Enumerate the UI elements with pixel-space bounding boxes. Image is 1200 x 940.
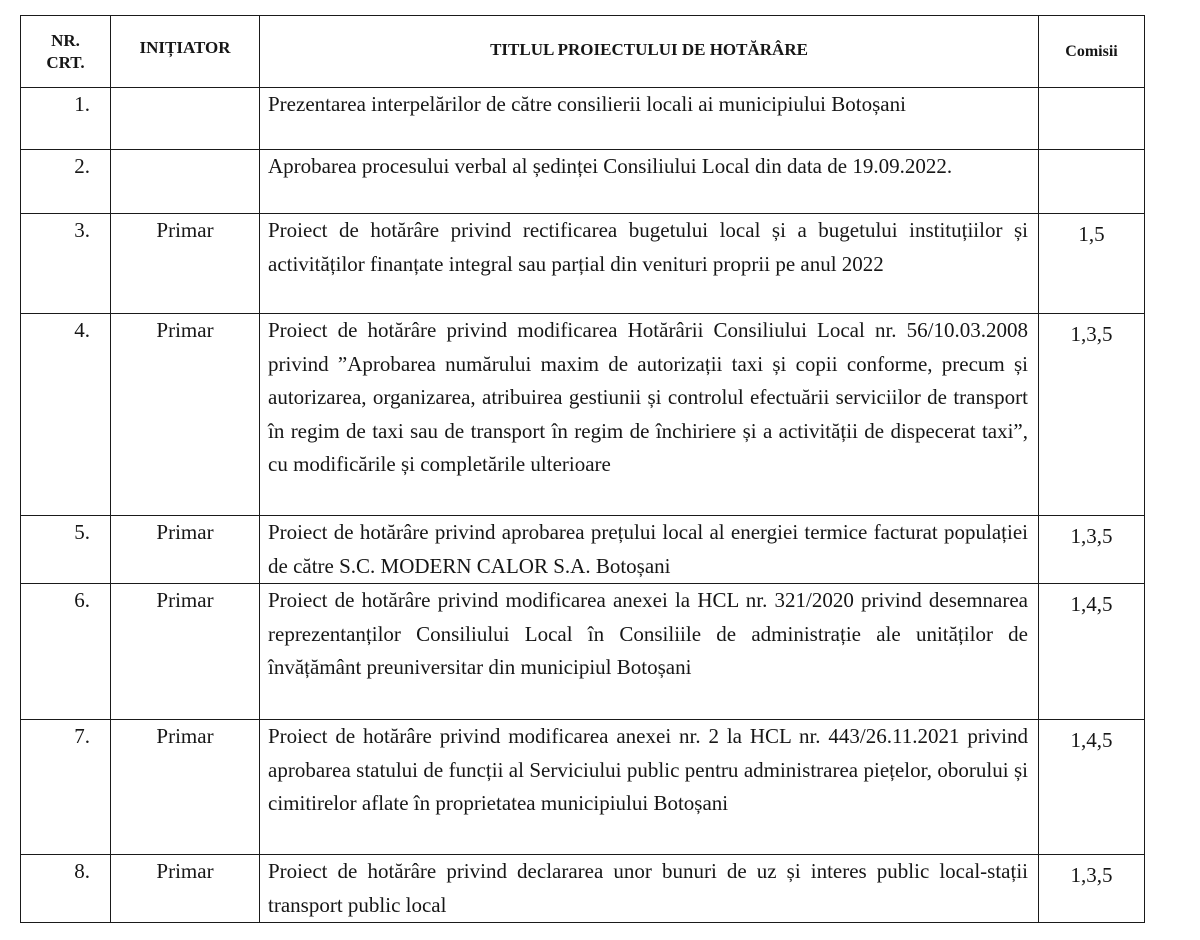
row-nr: 2. <box>21 150 111 214</box>
row-commissions: 1,3,5 <box>1039 314 1145 516</box>
row-initiator: Primar <box>111 516 260 584</box>
row-initiator: Primar <box>111 314 260 516</box>
row-commissions <box>1039 150 1145 214</box>
row-initiator: Primar <box>111 720 260 855</box>
header-initiator: INIȚIATOR <box>111 16 260 88</box>
row-nr: 4. <box>21 314 111 516</box>
header-title: TITLUL PROIECTULUI DE HOTĂRÂRE <box>260 16 1039 88</box>
table-row <box>21 720 1145 855</box>
row-nr: 1. <box>21 88 111 150</box>
row-nr: 3. <box>21 214 111 314</box>
row-initiator: Primar <box>111 855 260 923</box>
table-row <box>21 314 1145 516</box>
row-title: Proiect de hotărâre privind declararea unor bunuri de uz și interes public local-stații transport public local <box>260 855 1039 923</box>
row-title: Proiect de hotărâre privind modificarea anexei nr. 2 la HCL nr. 443/26.11.2021 privind aprobarea statului de funcții al Serviciului public pentru administrarea piețelor, oborului și cimitirelor aflate în proprietatea municipiului Botoșani <box>260 720 1039 855</box>
table-row <box>21 516 1145 584</box>
header-commissions: Comisii <box>1039 16 1145 88</box>
row-title: Proiect de hotărâre privind modificarea Hotărârii Consiliului Local nr. 56/10.03.2008 privind ”Aprobarea numărului maxim de autorizații taxi și copii conforme, precum și autorizarea, organizarea, atribuirea gestiunii și controlul efectuării serviciilor de transport în regim de taxi sau de transport în regim de închiriere și a activității de dispecerat taxi”, cu modificările și completările ulterioare <box>260 314 1039 516</box>
header-nr-line2: CRT. <box>46 52 85 72</box>
row-initiator <box>111 150 260 214</box>
row-nr: 5. <box>21 516 111 584</box>
row-initiator: Primar <box>111 214 260 314</box>
agenda-table <box>20 15 1145 923</box>
row-title: Proiect de hotărâre privind aprobarea prețului local al energiei termice facturat populației de către S.C. MODERN CALOR S.A. Botoșani <box>260 516 1039 584</box>
row-commissions: 1,4,5 <box>1039 720 1145 855</box>
row-nr: 6. <box>21 584 111 720</box>
row-commissions: 1,4,5 <box>1039 584 1145 720</box>
header-nr-line1: NR. <box>51 30 80 50</box>
row-title: Aprobarea procesului verbal al ședinței Consiliului Local din data de 19.09.2022. <box>260 150 1039 214</box>
row-title: Proiect de hotărâre privind rectificarea bugetului local și a bugetului instituțiilor și activităților finanțate integral sau parțial din venituri proprii pe anul 2022 <box>260 214 1039 314</box>
row-initiator: Primar <box>111 584 260 720</box>
row-nr: 7. <box>21 720 111 855</box>
table-row <box>21 150 1145 214</box>
table-header-row <box>21 16 1145 88</box>
row-commissions: 1,3,5 <box>1039 516 1145 584</box>
header-nr-crt <box>21 16 111 88</box>
table-row <box>21 584 1145 720</box>
table-row <box>21 88 1145 150</box>
row-title: Proiect de hotărâre privind modificarea anexei la HCL nr. 321/2020 privind desemnarea reprezentanților Consiliului Local în Consiliile de administrație ale unităților de învățământ preuniversitar din municipiul Botoșani <box>260 584 1039 720</box>
row-nr: 8. <box>21 855 111 923</box>
row-commissions <box>1039 88 1145 150</box>
row-commissions: 1,5 <box>1039 214 1145 314</box>
table-row <box>21 214 1145 314</box>
row-commissions: 1,3,5 <box>1039 855 1145 923</box>
row-title: Prezentarea interpelărilor de către consilierii locali ai municipiului Botoșani <box>260 88 1039 150</box>
table-row <box>21 855 1145 923</box>
row-initiator <box>111 88 260 150</box>
